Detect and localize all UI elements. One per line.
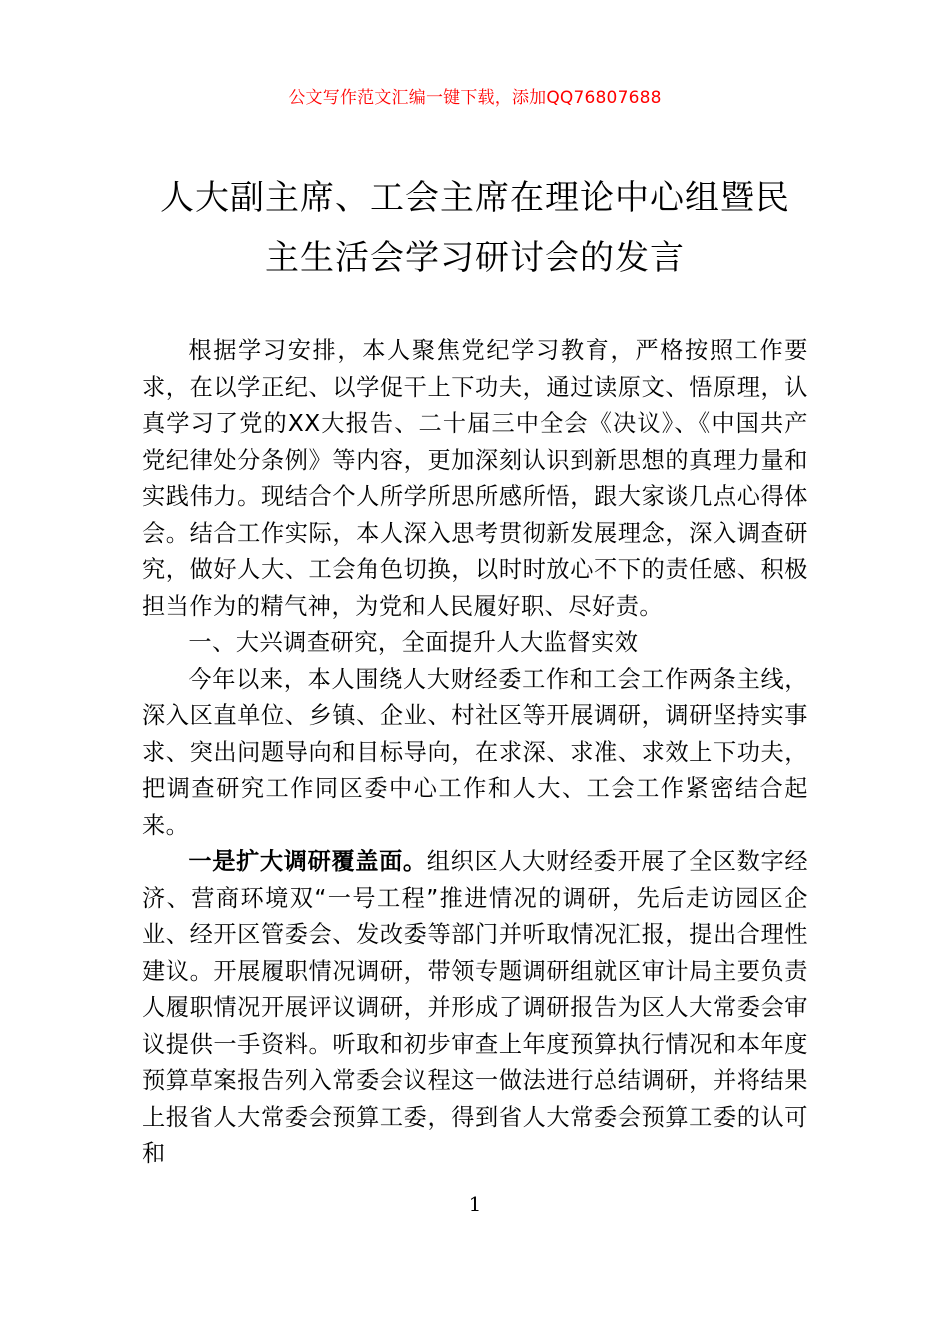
download-promo-note: 公文写作范文汇编一键下载，添加QQ76807688 bbox=[288, 88, 662, 108]
point-1-text: 组织区人大财经委开展了全区数字经济、营商环境双“一号工程”推进情况的调研，先后走访园区企业、经开区管委会、发改委等部门并听取情况汇报，提出合理性建议。开展履职情况调研，带领专题调研组就区审计局主要负责人履职情况开展评议调研，并形成了调研报告为区人大常委会审议提供一手资料。听取和初步审查上年度预算执行情况和本年度预算草案报告列入常委会议程这一做法进行总结调研，并将结果上报省人大常委会预算工委，得到省人大常委会预算工委的认可和 bbox=[142, 848, 809, 1167]
intro-paragraph: 根据学习安排，本人聚焦党纪学习教育，严格按照工作要求，在以学正纪、以学促干上下功夫，通过读原文、悟原理，认真学习了党的XX大报告、二十届三中全会《决议》、《中国共产党纪律处分条例》等内容，更加深刻认识到新思想的真理力量和实践伟力。现结合个人所学所思所感所悟，跟大家谈几点心得体会。结合工作实际，本人深入思考贯彻新发展理念，深入调查研究，做好人大、工会角色切换，以时时放心不下的责任感、积极担当作为的精气神，为党和人民履好职、尽好责。 bbox=[142, 337, 808, 620]
point-1-paragraph bbox=[142, 844, 808, 1173]
section-heading-1: 一、大兴调查研究，全面提升人大监督实效 bbox=[188, 629, 639, 656]
document-title bbox=[140, 168, 810, 288]
page-number: 1 bbox=[468, 1192, 482, 1216]
document-title-line-1: 人大副主席、工会主席在理论中心组暨民 bbox=[160, 178, 790, 218]
section-1-paragraph: 今年以来，本人围绕人大财经委工作和工会工作两条主线，深入区直单位、乡镇、企业、村社区等开展调研，调研坚持实事求、突出问题导向和目标导向，在求深、求准、求效上下功夫，把调查研究工作同区委中心工作和人大、工会工作紧密结合起来。 bbox=[142, 665, 808, 839]
point-1-lead: 一是扩大调研覆盖面。 bbox=[188, 848, 427, 875]
document-title-line-2: 主生活会学习研讨会的发言 bbox=[265, 238, 685, 278]
document-body bbox=[142, 333, 808, 1173]
